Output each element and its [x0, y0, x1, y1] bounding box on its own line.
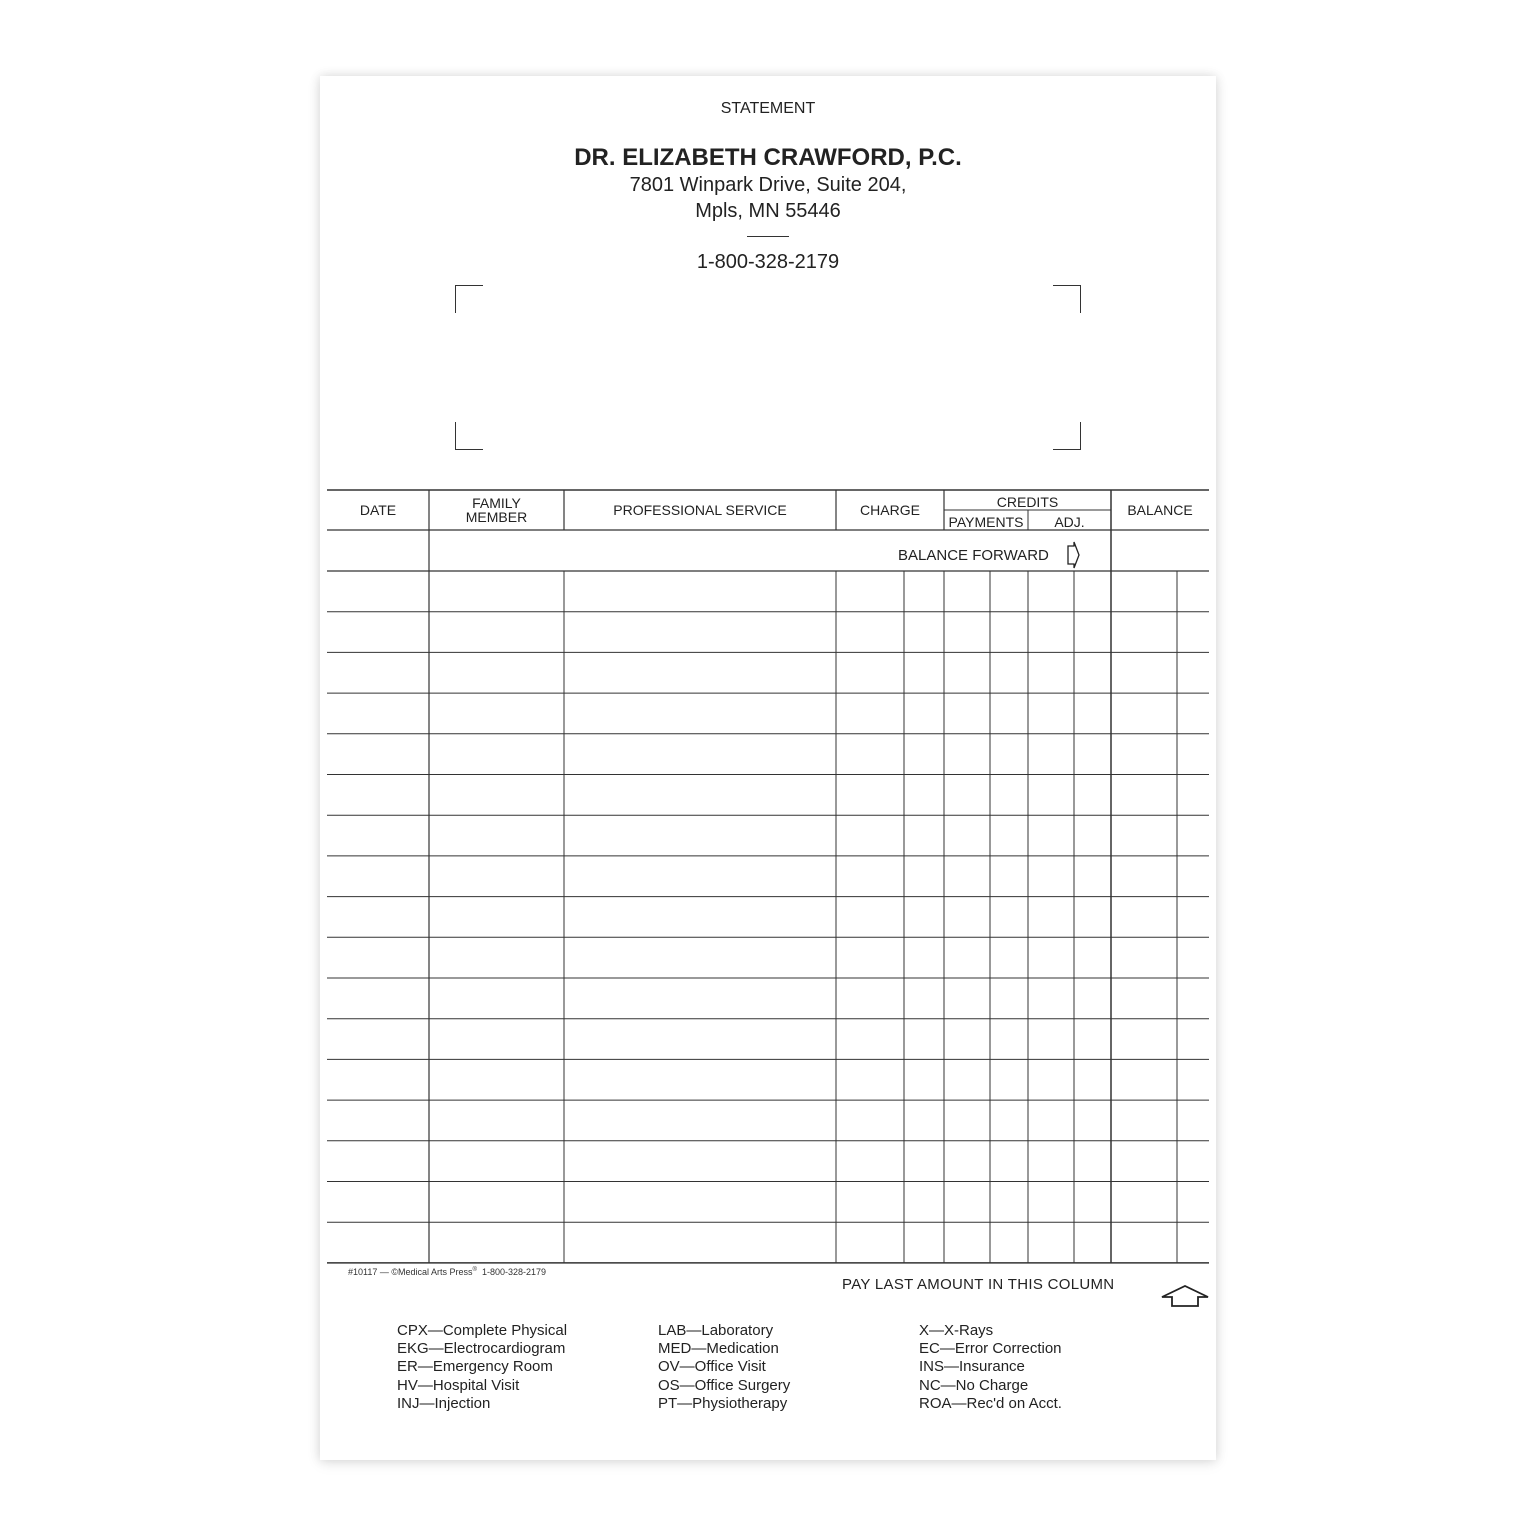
legend-item: EKG—Electrocardiogram [397, 1340, 566, 1358]
family-member-column-header-line2: MEMBER [465, 509, 528, 525]
form-number: #10117 — ©Medical Arts Press® 1-800-328-2179 [348, 1267, 547, 1277]
legend-item: EC—Error Correction [919, 1340, 1062, 1358]
payments-column-header: PAYMENTS [948, 514, 1024, 530]
legend-item: OS—Office Surgery [658, 1376, 791, 1394]
date-column-header: DATE [359, 502, 397, 518]
statement-title: STATEMENT [720, 100, 816, 117]
legend-item: PT—Physiotherapy [658, 1394, 788, 1412]
legend-item: HV—Hospital Visit [397, 1376, 520, 1394]
ledger-grid [320, 76, 1216, 1460]
address-line-2: Mpls, MN 55446 [695, 200, 841, 222]
pay-last-amount-note: PAY LAST AMOUNT IN THIS COLUMN [842, 1276, 1115, 1293]
balance-column-header: BALANCE [1127, 502, 1193, 518]
legend-item: ER—Emergency Room [397, 1358, 553, 1376]
statement-form [320, 76, 1216, 1460]
balance-forward-label: BALANCE FORWARD [898, 547, 1049, 564]
legend-item: LAB—Laboratory [658, 1322, 774, 1339]
legend-item: X—X-Rays [919, 1322, 994, 1339]
legend-item: OV—Office Visit [658, 1358, 766, 1376]
credits-column-header: CREDITS [996, 494, 1059, 510]
phone-number: 1-800-328-2179 [696, 251, 840, 273]
professional-service-column-header: PROFESSIONAL SERVICE [613, 502, 787, 518]
legend-item: INS—Insurance [919, 1358, 1025, 1376]
charge-column-header: CHARGE [860, 502, 920, 518]
legend-item: ROA—Rec'd on Acct. [919, 1394, 1062, 1412]
abbreviation-legend-column-1 [397, 1322, 567, 1413]
legend-item: CPX—Complete Physical [397, 1322, 568, 1339]
legend-item: MED—Medication [658, 1340, 779, 1358]
family-member-column-header-line1: FAMILY [472, 495, 521, 511]
abbreviation-legend-column-2 [658, 1322, 790, 1413]
right-arrow-outline-icon [1068, 542, 1079, 568]
practice-name: DR. ELIZABETH CRAWFORD, P.C. [574, 144, 962, 171]
adj-column-header: ADJ. [1054, 514, 1085, 530]
address-line-1: 7801 Winpark Drive, Suite 204, [629, 174, 907, 196]
legend-item: NC—No Charge [919, 1376, 1029, 1394]
up-arrow-outline-icon [1162, 1286, 1208, 1306]
abbreviation-legend-column-3 [919, 1322, 1062, 1413]
legend-item: INJ—Injection [397, 1394, 491, 1412]
